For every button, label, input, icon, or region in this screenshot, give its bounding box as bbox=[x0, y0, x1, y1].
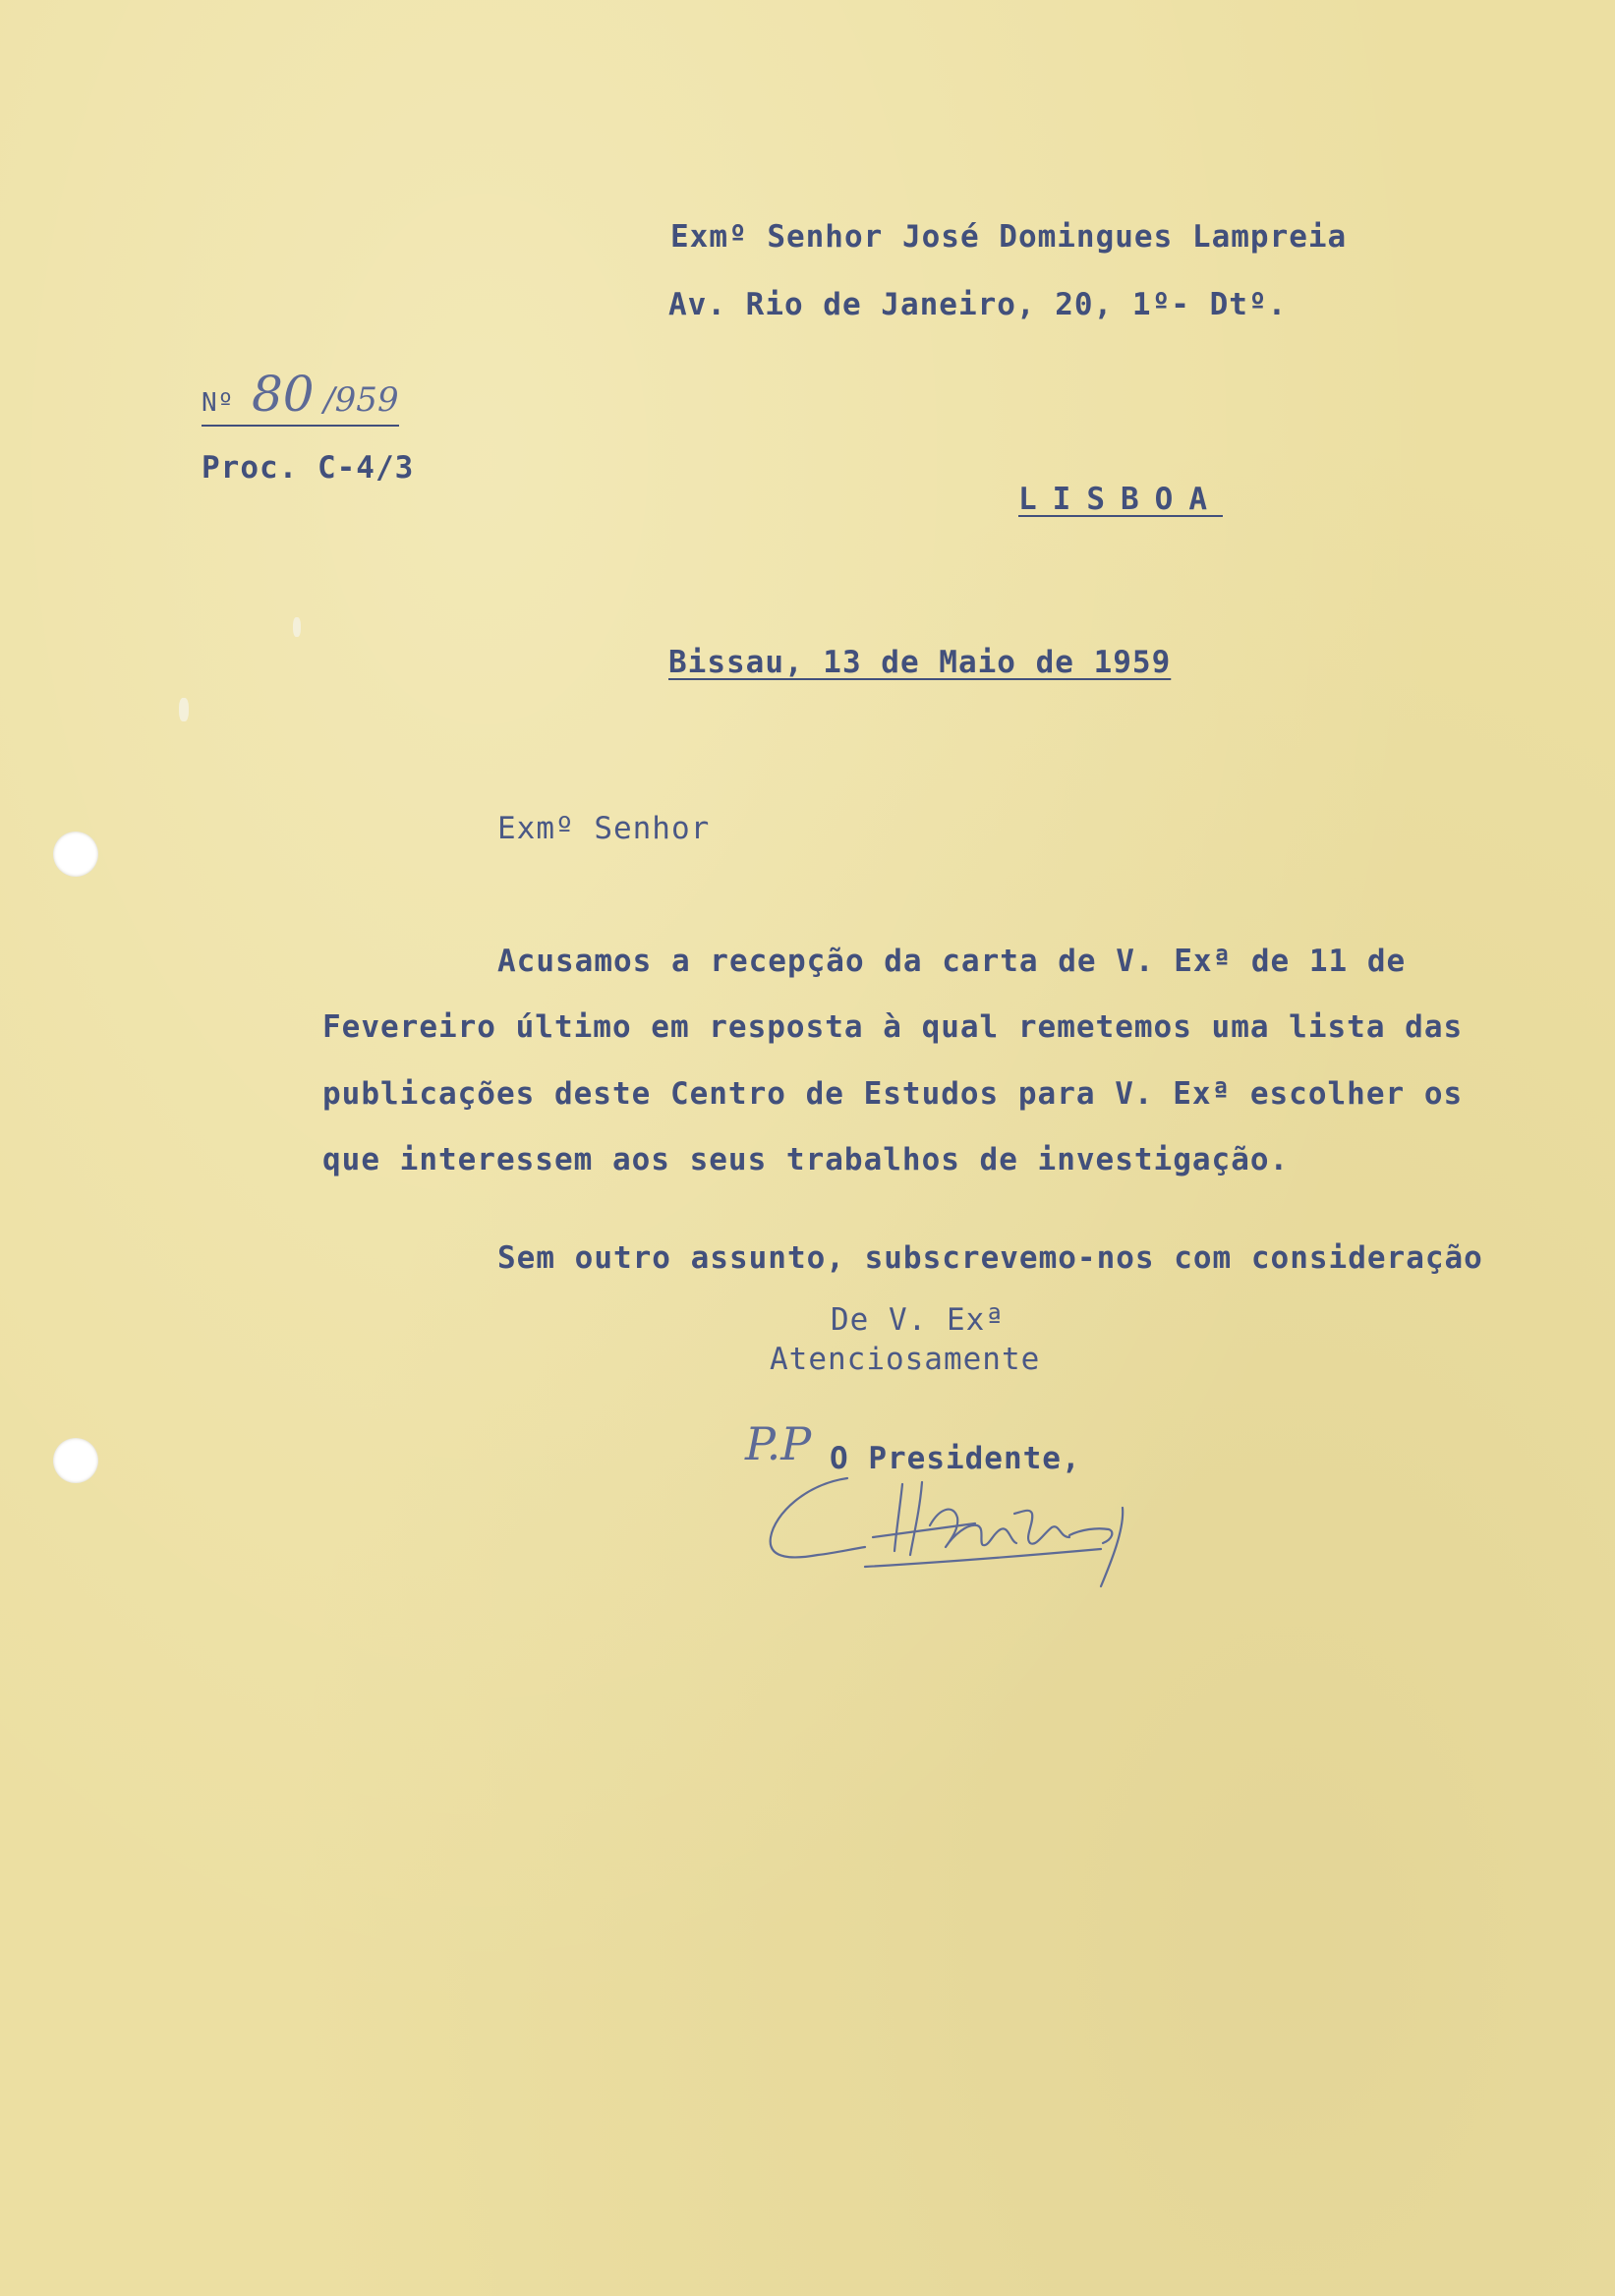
process-reference: Proc. C-4/3 bbox=[202, 450, 415, 486]
addressee-line-2: Av. Rio de Janeiro, 20, 1º- Dtº. bbox=[668, 287, 1288, 322]
signoff-title: O Presidente, bbox=[830, 1441, 1081, 1476]
reference-number-handwritten: 80 bbox=[251, 366, 315, 423]
body-line-4: que interessem aos seus trabalhos de investigação. bbox=[322, 1142, 1290, 1177]
salutation: Exmº Senhor bbox=[497, 811, 711, 846]
punch-hole-bottom bbox=[53, 1438, 98, 1483]
body-line-2: Fevereiro último em resposta à qual remetemos uma lista das bbox=[322, 1009, 1464, 1045]
valediction-line-1: De V. Exª bbox=[831, 1302, 1005, 1338]
reference-number-year: /959 bbox=[323, 380, 399, 420]
paper-speck bbox=[293, 617, 301, 637]
reference-number-prefix: Nº bbox=[202, 388, 235, 418]
body-line-3: publicações deste Centro de Estudos para V. Exª escolher os bbox=[322, 1076, 1464, 1112]
dateline: Bissau, 13 de Maio de 1959 bbox=[668, 645, 1172, 680]
closing-line: Sem outro assunto, subscrevemo-nos com consideração bbox=[497, 1240, 1483, 1276]
valediction-line-2: Atenciosamente bbox=[770, 1342, 1041, 1377]
destination-city: LISBOA bbox=[1018, 482, 1223, 517]
reference-number bbox=[202, 366, 399, 427]
handwritten-signature bbox=[757, 1464, 1170, 1602]
signoff-handwritten: P.P bbox=[745, 1417, 812, 1470]
punch-hole-top bbox=[53, 832, 98, 877]
paper-speck bbox=[179, 698, 189, 721]
addressee-line-1: Exmº Senhor José Domingues Lampreia bbox=[670, 219, 1348, 255]
body-line-1: Acusamos a recepção da carta de V. Exª de 11 de bbox=[497, 944, 1407, 979]
